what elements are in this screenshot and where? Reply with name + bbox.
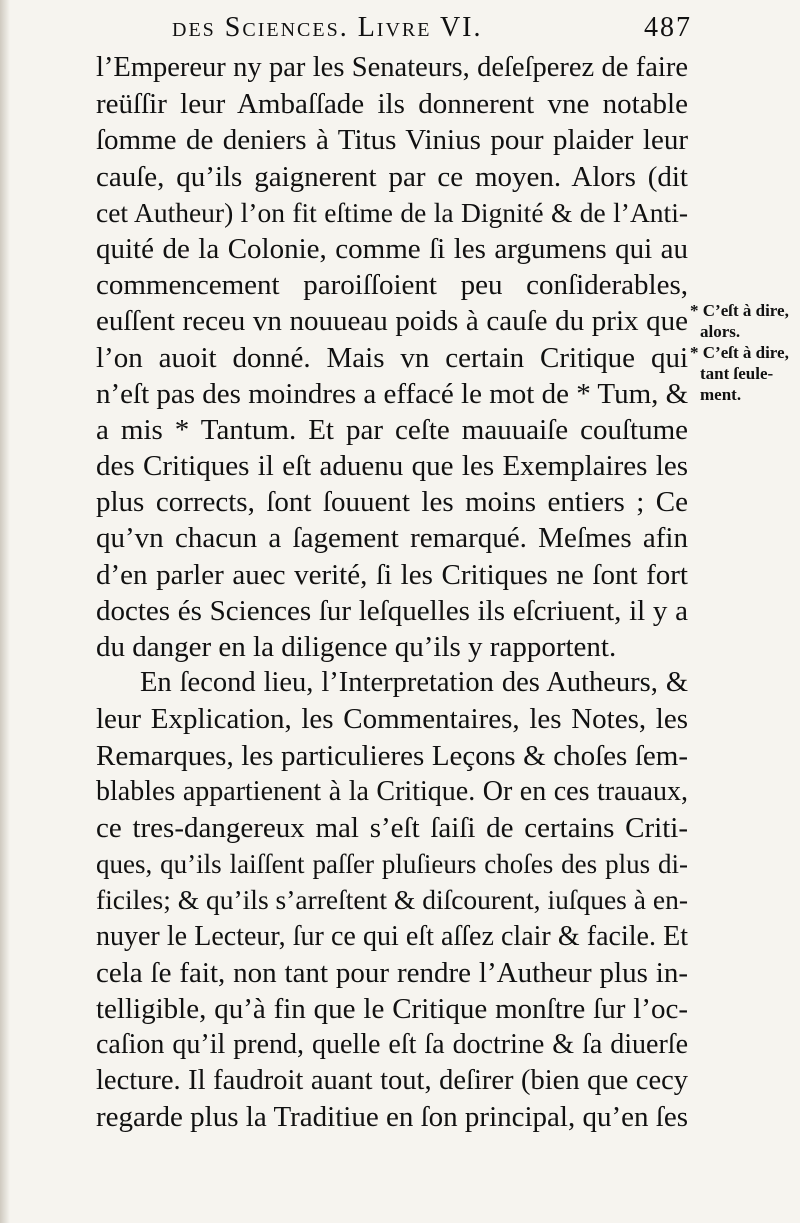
text-line: lecture. Il faudroit auant tout, deſirer (bien que cecy (96, 1065, 688, 1097)
text-line: a mis * Tantum. Et par ceſte mauuaiſe couſtume (96, 413, 688, 446)
text-line: cauſe, qu’ils gaignerent par ce moyen. Alors (dit (96, 160, 688, 193)
text-line: nuyer le Lecteur, ſur ce qui eſt aſſez clair & facile. Et (96, 920, 688, 952)
text-line: ce tres-dangereux mal s’eſt ſaiſi de certains Criti- (96, 811, 688, 844)
text-line: cela ſe fait, non tant pour rendre l’Autheur plus in- (96, 956, 688, 989)
running-title: des Sciences. Livre VI. (172, 12, 483, 43)
text-line: cet Autheur) l’on fit eſtime de la Dignité & de l’Anti- (96, 196, 688, 228)
text-line: l’on auoit donné. Mais vn certain Critique qui (96, 341, 688, 374)
text-line: doctes és Sciences ſur leſquelles ils eſcriuent, il y a (96, 594, 688, 627)
text-block (96, 50, 688, 1136)
text-line: En ſecond lieu, l’Interpretation des Autheurs, & (140, 667, 688, 699)
text-line: ſomme de deniers à Titus Vinius pour plaider leur (96, 124, 688, 157)
text-line: d’en parler auec verité, ſi les Critiques ne ſont fort (96, 558, 688, 591)
text-line: ficiles; & qu’ils s’arreſtent & diſcourent, iuſques à en- (96, 884, 688, 916)
text-line: regarde plus la Traditiue en ſon principal, qu’en ſes (96, 1101, 688, 1134)
page-number: 487 (644, 12, 692, 43)
text-line: commencement paroiſſoient peu conſiderables, (96, 269, 688, 302)
text-line: blables appartienent à la Critique. Or en ces trauaux, (96, 775, 688, 807)
text-line: caſion qu’il prend, quelle eſt ſa doctrine & ſa diuerſe (96, 1029, 688, 1061)
text-line: telligible, qu’à fin que le Critique monſtre ſur l’oc- (96, 992, 688, 1025)
text-line: quité de la Colonie, comme ſi les argumens qui au (96, 232, 688, 265)
text-line: euſſent receu vn nouueau poids à cauſe du prix que (96, 305, 688, 338)
margin-notes (690, 300, 798, 405)
text-line: des Critiques il eſt aduenu que les Exemplaires les (96, 450, 688, 483)
page-header (172, 12, 692, 52)
text-line: Remarques, les particulieres Leçons & choſes ſem- (96, 739, 688, 772)
text-line: reüſſir leur Ambaſſade ils donnerent vne notable (96, 88, 688, 121)
text-line: ques, qu’ils laiſſent paſſer pluſieurs choſes des plus di- (96, 849, 688, 880)
text-line: plus corrects, ſont ſouuent les moins entiers ; Ce (96, 486, 688, 519)
text-line: n’eſt pas des moindres a effacé le mot de * Tum, & (96, 377, 688, 410)
text-line: leur Explication, les Commentaires, les Notes, les (96, 703, 688, 736)
text-line: l’Empereur ny par les Senateurs, deſeſperez de faire (96, 52, 688, 83)
margin-note: * C’eſt à dire, (690, 343, 789, 362)
margin-note: tant ſeule- (700, 364, 774, 383)
margin-note: * C’eſt à dire, (690, 301, 789, 320)
margin-note: alors. (700, 322, 741, 341)
margin-note: ment. (700, 385, 742, 404)
text-line: du danger en la diligence qu’ils y rapportent. (96, 631, 617, 663)
page-edge-shadow (0, 0, 10, 1223)
text-line: qu’vn chacun a ſagement remarqué. Meſmes afin (96, 522, 688, 555)
